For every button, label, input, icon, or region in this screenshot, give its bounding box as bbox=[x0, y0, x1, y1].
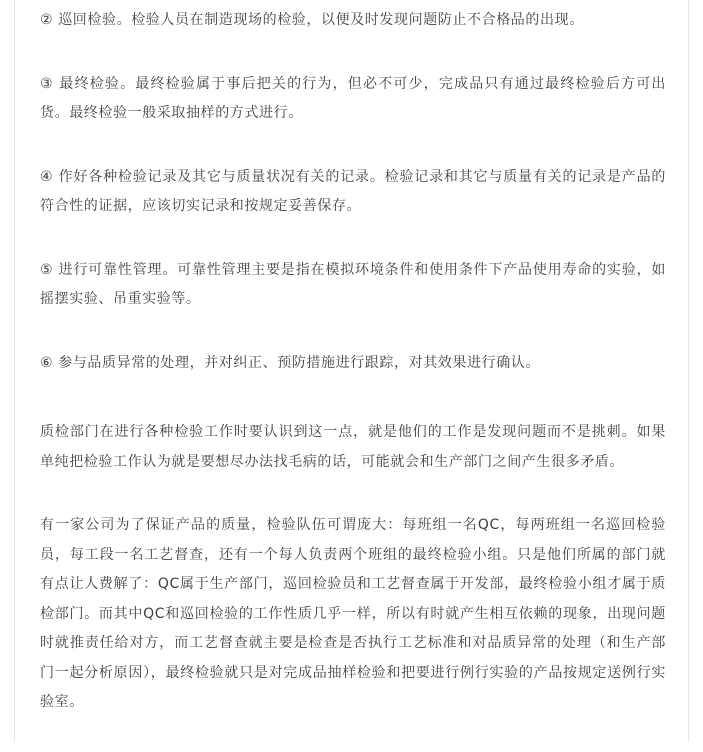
paragraph-qc-department-attitude: 质检部门在进行各种检验工作时要认识到这一点，就是他们的工作是发现问题而不是挑刺。如果单纯把检验工作认为就是要想尽办法找毛病的话，可能就会和生产部门之间产生很多矛盾。 bbox=[40, 424, 666, 470]
paragraph-quality-exception: ⑥ 参与品质异常的处理，并对纠正、预防措施进行跟踪，对其效果进行确认。 bbox=[40, 354, 540, 371]
paragraph-final-inspection: ③ 最终检验。最终检验属于事后把关的行为，但必不可少，完成品只有通过最终检验后方可出货。最终检验一般采取抽样的方式进行。 bbox=[40, 75, 666, 121]
paragraph-patrol-inspection: ② 巡回检验。检验人员在制造现场的检验，以便及时发现问题防止不合格品的出现。 bbox=[40, 12, 584, 28]
article-body bbox=[40, 6, 666, 752]
paragraph-company-example: 有一家公司为了保证产品的质量，检验队伍可谓庞大：每班组一名QC，每两班组一名巡回检验员，每工段一名工艺督查，还有一个每人负责两个班组的最终检验小组。只是他们所属的部门就有点让人费解了：QC属于生产部门，巡回检验员和工艺督查属于开发部，最终检验小组才属于质检部门。而其中QC和巡回检验的工作性质几乎一样，所以有时就产生相互依赖的现象，出现问题时就推责任给对方，而工艺督查就主要是检查是否执行工艺标准和对品质异常的处理（和生产部门一起分析原因），最终检验就只是对完成品抽样检验和把要进行例行实验的产品按规定送例行实验室。 bbox=[40, 517, 666, 710]
paragraph-inspection-records: ④ 作好各种检验记录及其它与质量状况有关的记录。检验记录和其它与质量有关的记录是产品的符合性的证据，应该切实记录和按规定妥善保存。 bbox=[40, 168, 666, 214]
paragraph-reliability-management: ⑤ 进行可靠性管理。可靠性管理主要是指在模拟环境条件和使用条件下产品使用寿命的实验，如摇摆实验、吊重实验等。 bbox=[40, 261, 666, 307]
